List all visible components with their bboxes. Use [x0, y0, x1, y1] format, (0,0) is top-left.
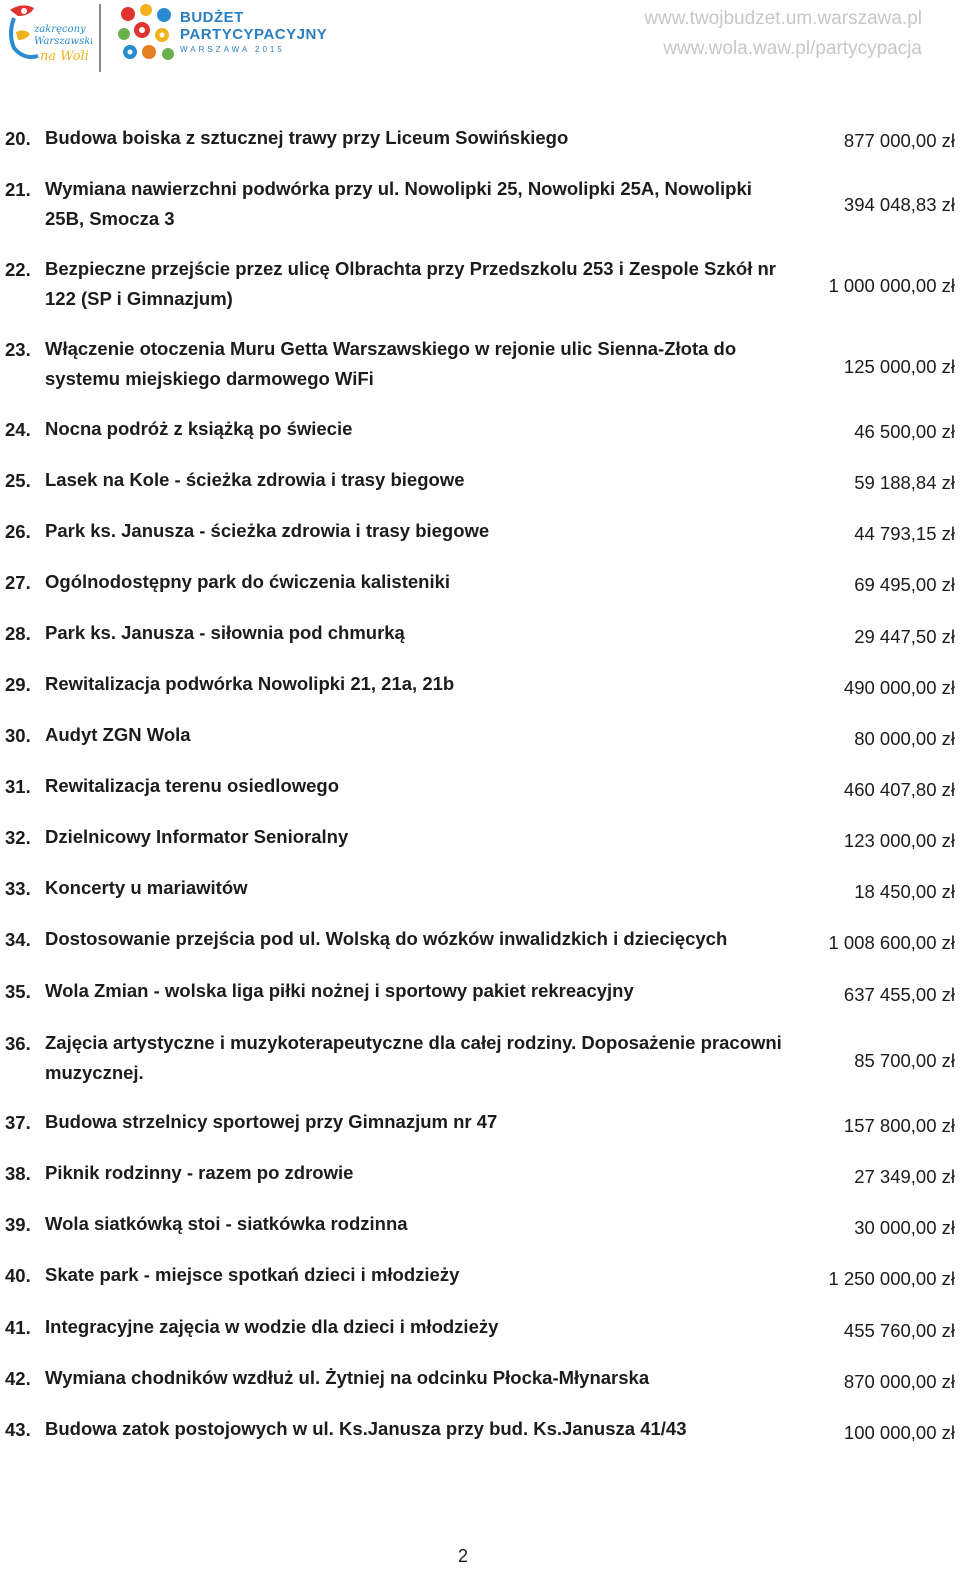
item-description: Wola Zmian - wolska liga piłki nożnej i sportowy pakiet rekreacyjny — [45, 980, 634, 1001]
item-description: Budowa zatok postojowych w ul. Ks.Janusza przy bud. Ks.Janusza 41/43 — [45, 1418, 687, 1439]
item-description: Dzielnicowy Informator Senioralny — [45, 826, 349, 847]
item-description: Wymiana chodników wzdłuż ul. Żytniej na odcinku Płocka-Młynarska — [45, 1367, 650, 1388]
item-amount: 1 008 600,00 zł — [828, 932, 955, 953]
item-number: 31. — [5, 776, 31, 797]
item-description: Rewitalizacja terenu osiedlowego — [45, 775, 340, 796]
item-number: 33. — [5, 878, 31, 899]
item-amount: 394 048,83 zł — [843, 194, 955, 215]
brand-line1: BUDŻET — [180, 9, 244, 26]
item-description: Wymiana nawierzchni podwórka przy ul. Nowolipki 25, Nowolipki 25A, Nowolipki 25B, Smocza 3 — [45, 178, 752, 229]
item-description: Integracyjne zajęcia w wodzie dla dzieci i młodzieży — [45, 1316, 499, 1337]
item-number: 25. — [5, 470, 31, 491]
item-number: 41. — [5, 1317, 31, 1338]
svg-text:Warszawski: Warszawski — [34, 36, 92, 47]
item-number: 26. — [5, 521, 31, 542]
item-amount: 637 455,00 zł — [843, 984, 955, 1005]
item-amount: 157 800,00 zł — [843, 1115, 955, 1136]
item-amount: 27 349,00 zł — [854, 1166, 955, 1187]
item-number: 34. — [5, 929, 31, 950]
item-amount: 29 447,50 zł — [854, 626, 955, 647]
item-amount: 123 000,00 zł — [843, 830, 955, 851]
item-amount: 30 000,00 zł — [854, 1217, 955, 1238]
header-url-wola[interactable]: www.wola.waw.pl/partycypacja — [663, 38, 922, 59]
item-amount: 125 000,00 zł — [843, 356, 955, 377]
item-number: 37. — [5, 1112, 31, 1133]
item-description: Zajęcia artystyczne i muzykoterapeutyczne dla całej rodziny. Doposażenie pracowni muzycznej. — [45, 1032, 782, 1083]
item-description: Budowa strzelnicy sportowej przy Gimnazjum nr 47 — [45, 1111, 498, 1132]
header-divider — [99, 4, 101, 72]
svg-text:na Woli: na Woli — [40, 49, 89, 64]
item-description: Audyt ZGN Wola — [45, 724, 191, 745]
item-amount: 46 500,00 zł — [854, 421, 955, 442]
item-amount: 1 000 000,00 zł — [828, 275, 955, 296]
item-amount: 59 188,84 zł — [854, 472, 955, 493]
item-description: Piknik rodzinny - razem po zdrowie — [45, 1162, 354, 1183]
item-amount: 100 000,00 zł — [843, 1422, 955, 1443]
item-amount: 69 495,00 zł — [854, 574, 955, 595]
budzet-brand — [180, 10, 327, 54]
item-description: Park ks. Janusza - ścieżka zdrowia i trasy biegowe — [45, 520, 490, 541]
item-amount: 460 407,80 zł — [843, 779, 955, 800]
item-number: 21. — [5, 179, 31, 200]
item-description: Lasek na Kole - ścieżka zdrowia i trasy biegowe — [45, 469, 465, 490]
item-description: Rewitalizacja podwórka Nowolipki 21, 21a, 21b — [45, 673, 455, 694]
item-amount: 877 000,00 zł — [843, 130, 955, 151]
budzet-flower-logo — [116, 2, 182, 68]
brand-line2: PARTYCYPACYJNY — [180, 26, 328, 43]
item-amount: 870 000,00 zł — [843, 1371, 955, 1392]
brand-line3: WARSZAWA 2015 — [180, 45, 285, 54]
page-header — [0, 0, 960, 80]
item-amount: 455 760,00 zł — [843, 1320, 955, 1341]
page-number: 2 — [458, 1546, 469, 1566]
item-description: Ogólnodostępny park do ćwiczenia kalisteniki — [45, 571, 451, 592]
item-amount: 1 250 000,00 zł — [828, 1268, 955, 1289]
item-description: Koncerty u mariawitów — [45, 877, 248, 898]
item-description: Skate park - miejsce spotkań dzieci i młodzieży — [45, 1264, 460, 1285]
item-number: 40. — [5, 1265, 31, 1286]
item-description: Bezpieczne przejście przez ulicę Olbrachta przy Przedszkolu 253 i Zespole Szkół nr 122 (SP i Gimnazjum) — [45, 258, 777, 309]
item-number: 28. — [5, 623, 31, 644]
item-number: 23. — [5, 339, 31, 360]
item-description: Włączenie otoczenia Muru Getta Warszawskiego w rejonie ulic Sienna-Złota do systemu miejskiego darmowego WiFi — [45, 338, 737, 389]
item-number: 43. — [5, 1419, 31, 1440]
item-number: 30. — [5, 725, 31, 746]
item-number: 22. — [5, 259, 31, 280]
item-description: Nocna podróż z książką po świecie — [45, 418, 353, 439]
item-description: Park ks. Janusza - siłownia pod chmurką — [45, 622, 405, 643]
svg-text:zakręcony: zakręcony — [34, 24, 86, 35]
item-number: 39. — [5, 1214, 31, 1235]
item-amount: 44 793,15 zł — [854, 523, 955, 544]
item-number: 29. — [5, 674, 31, 695]
item-number: 32. — [5, 827, 31, 848]
item-number: 38. — [5, 1163, 31, 1184]
item-amount: 85 700,00 zł — [854, 1050, 955, 1071]
item-number: 42. — [5, 1368, 31, 1389]
item-number: 35. — [5, 981, 31, 1002]
item-number: 24. — [5, 419, 31, 440]
item-amount: 80 000,00 zł — [854, 728, 955, 749]
item-number: 20. — [5, 128, 31, 149]
item-number: 27. — [5, 572, 31, 593]
item-description: Wola siatkówką stoi - siatkówka rodzinna — [45, 1213, 408, 1234]
item-amount: 18 450,00 zł — [854, 881, 955, 902]
item-description: Dostosowanie przejścia pod ul. Wolską do wózków inwalidzkich i dziecięcych — [45, 928, 728, 949]
item-number: 36. — [5, 1033, 31, 1054]
item-description: Budowa boiska z sztucznej trawy przy Liceum Sowińskiego — [45, 127, 569, 148]
warszawa-wola-logo — [4, 2, 92, 72]
header-url-twojbudzet[interactable]: www.twojbudzet.um.warszawa.pl — [644, 8, 922, 29]
item-amount: 490 000,00 zł — [843, 677, 955, 698]
